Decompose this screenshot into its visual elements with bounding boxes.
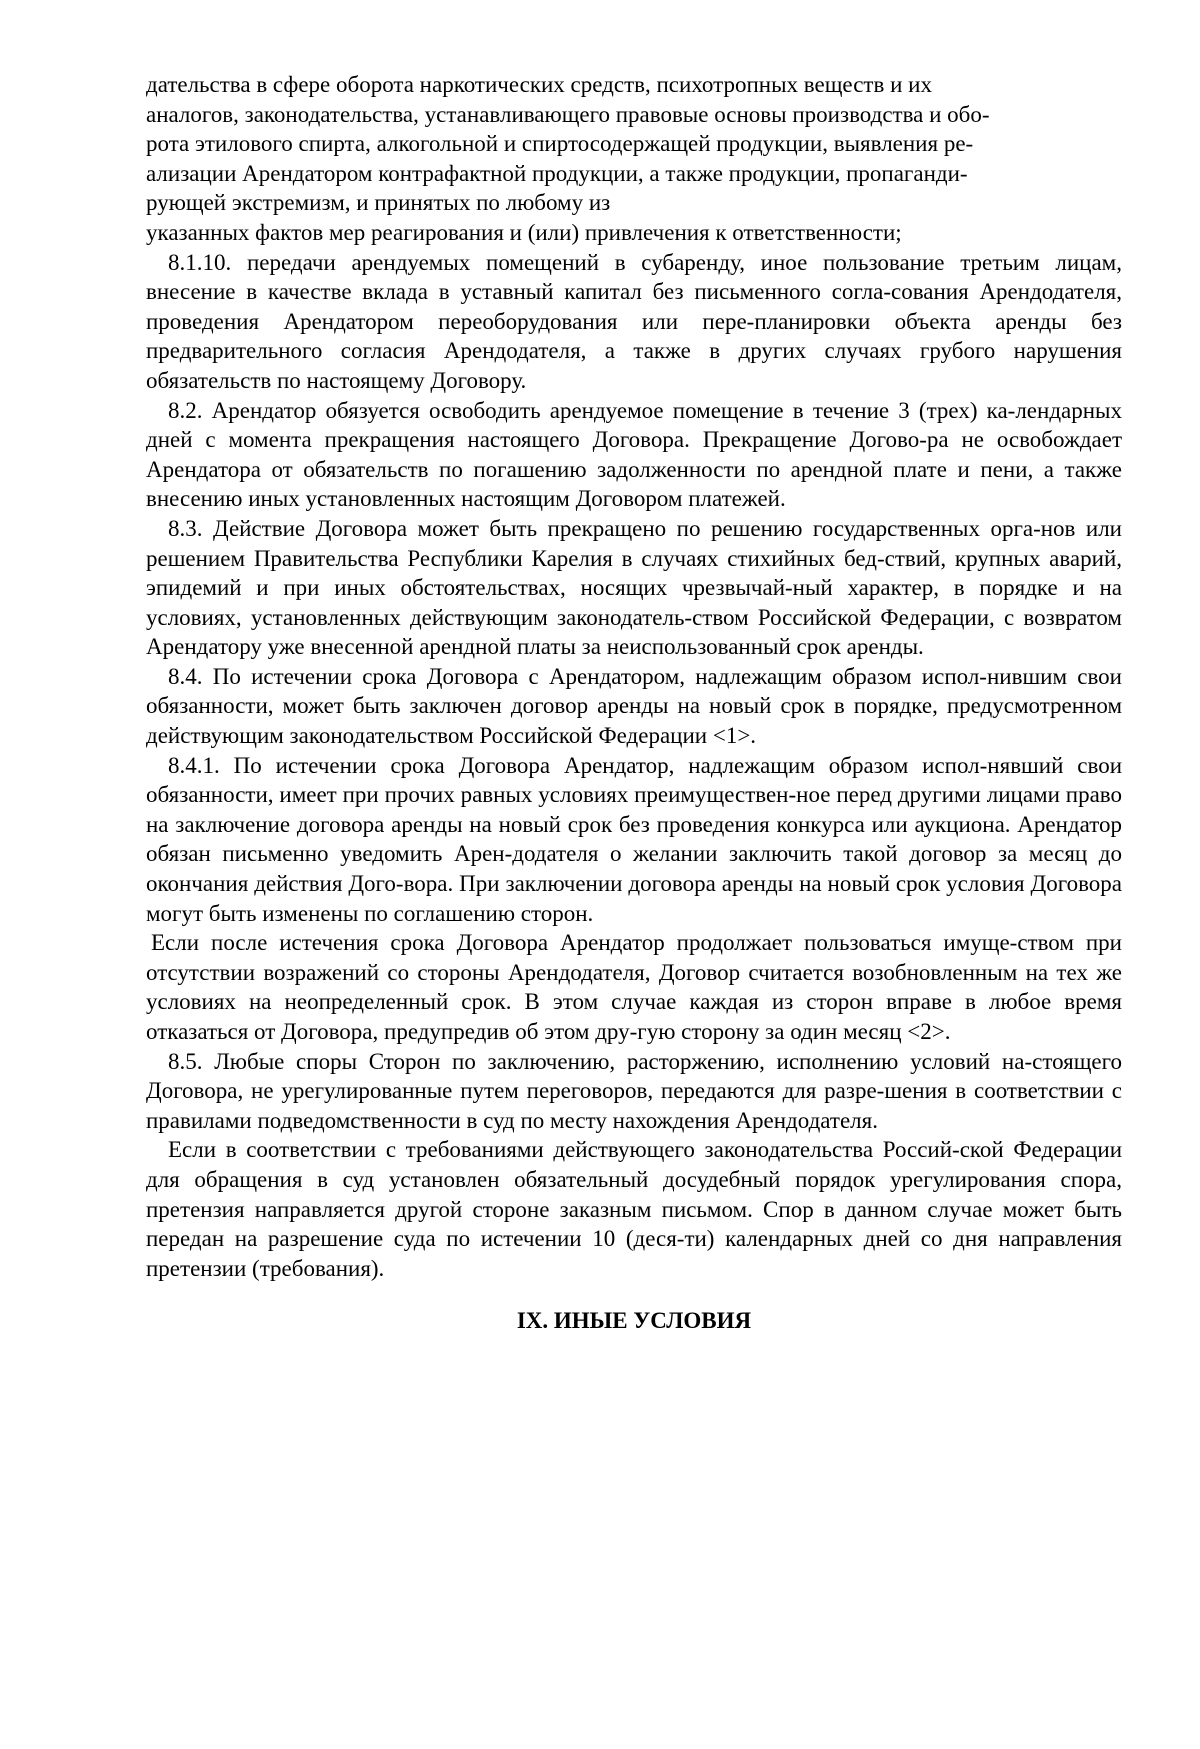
intro-line-4: ализации Арендатором контрафактной продукции, а также продукции, пропаганди- xyxy=(146,160,968,186)
paragraph-intro xyxy=(146,70,1122,248)
paragraph-if-required: Если в соответствии с требованиями действующего законодательства Россий-ской Федерации для обращения в суд установлен обязательный досудебный порядок урегулирования спора, претензия направляется другой стороне заказным письмом. Спор в данном случае может быть передан на разрешение суда по истечении 10 (деся-ти) календарных дней со дня направления претензии (требования). xyxy=(146,1137,1122,1281)
intro-line-3: рота этилового спирта, алкогольной и спиртосодержащей продукции, выявления ре- xyxy=(146,131,974,157)
paragraph-8-4: 8.4. По истечении срока Договора с Арендатором, надлежащим образом испол-нившим свои обязанности, может быть заключен договор аренды на новый срок в порядке, предусмотренном действующим законодательством Российской Федерации <1>. xyxy=(146,663,1122,749)
intro-line-1: дательства в сфере оборота наркотических средств, психотропных веществ и их xyxy=(146,72,932,97)
section-heading: IX. ИНЫЕ УСЛОВИЯ xyxy=(516,1308,752,1334)
document-page xyxy=(146,70,1122,1336)
intro-line-5: рующей экстремизм, и принятых по любому из xyxy=(146,190,611,216)
intro-line-2: аналогов, законодательства, устанавливающего правовые основы производства и обо- xyxy=(146,101,990,127)
paragraph-8-3: 8.3. Действие Договора может быть прекращено по решению государственных орга-нов или решением Правительства Республики Карелия в случаях стихийных бед-ствий, крупных аварий, эпидемий и при иных обстоятельствах, носящих чрезвычай-ный характер, в порядке и на условиях, установленных действующим законодатель-ством Российской Федерации, с возвратом Арендатору уже внесенной арендной платы за неиспользованный срок аренды. xyxy=(146,515,1122,660)
paragraph-8-1-10: 8.1.10. передачи арендуемых помещений в субаренду, иное пользование третьим лицам, внесение в качестве вклада в уставный капитал без письменного согла-сования Арендодателя, проведения Арендатором переоборудования или пере-планировки объекта аренды без предварительного согласия Арендодателя, а также в других случаях грубого нарушения обязательств по настоящему Договору. xyxy=(146,249,1122,393)
paragraph-8-2: 8.2. Арендатор обязуется освободить арендуемое помещение в течение 3 (трех) ка-лендарных дней с момента прекращения настоящего Договора. Прекращение Догово-ра не освобождает Арендатора от обязательств по погашению задолженности по арендной плате и пени, а также внесению иных установленных настоящим Договором платежей. xyxy=(146,397,1122,512)
intro-line-6: указанных фактов мер реагирования и (или) привлечения к ответственности; xyxy=(146,219,902,245)
paragraph-8-5: 8.5. Любые споры Сторон по заключению, расторжению, исполнению условий на-стоящего Договора, не урегулированные путем переговоров, передаются для разре-шения в соответствии с правилами подведомственности в суд по месту нахождения Арендодателя. xyxy=(146,1048,1122,1133)
paragraph-8-4-1: 8.4.1. По истечении срока Договора Арендатор, надлежащим образом испол-нявший свои обязанности, имеет при прочих равных условиях преимуществен-ное перед другими лицами право на заключение договора аренды на новый срок без проведения конкурса или аукциона. Арендатор обязан письменно уведомить Арен-додателя о желании заключить такой договор за месяц до окончания действия Дого-вора. При заключении договора аренды на новый срок условия Договора могут быть изменены по соглашению сторон. xyxy=(146,752,1122,926)
paragraph-if-after: Если после истечения срока Договора Арендатор продолжает пользоваться имуще-ством при отсутствии возражений со стороны Арендодателя, Договор считается возобновленным на тех же условиях на неопределенный срок. В этом случае каждая из сторон вправе в любое время отказаться от Договора, предупредив об этом дру-гую сторону за один месяц <2>. xyxy=(146,930,1122,1044)
